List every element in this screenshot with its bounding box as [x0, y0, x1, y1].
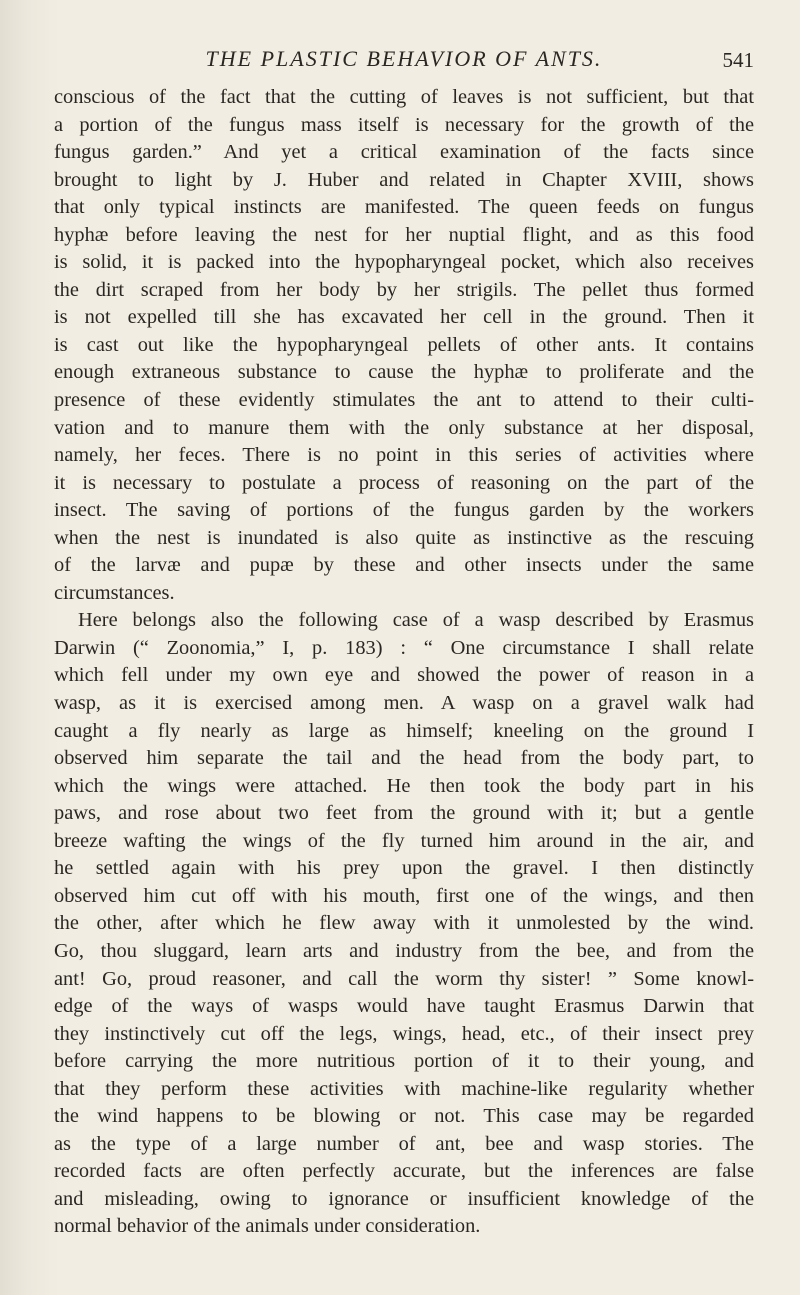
text-line: namely, her feces. There is no point in this series of activities where	[54, 444, 754, 467]
text-line: the other, after which he flew away with it unmolested by the wind.	[54, 912, 754, 935]
text-line: they instinctively cut off the legs, wings, head, etc., of their insect prey	[54, 1022, 754, 1045]
text-line: normal behavior of the animals under consideration.	[54, 1215, 481, 1238]
text-line: and misleading, owing to ignorance or insufficient knowledge of the	[54, 1187, 754, 1210]
text-line: ant! Go, proud reasoner, and call the worm thy sister! ” Some knowl-	[54, 967, 754, 990]
text-line: before carrying the more nutritious portion of it to their young, and	[54, 1050, 754, 1073]
text-line: brought to light by J. Huber and related in Chapter XVIII, shows	[54, 168, 754, 191]
text-line: it is necessary to postulate a process of reasoning on the part of the	[54, 471, 754, 494]
text-line: edge of the ways of wasps would have taught Erasmus Darwin that	[54, 995, 754, 1018]
text-line: is solid, it is packed into the hypopharyngeal pocket, which also receives	[54, 251, 754, 274]
text-line: Here belongs also the following case of a wasp described by Erasmus	[78, 609, 754, 632]
text-line: Darwin (“ Zoonomia,” I, p. 183) : “ One circumstance I shall relate	[54, 636, 754, 659]
text-line: recorded facts are often perfectly accurate, but the inferences are false	[54, 1160, 754, 1183]
text-line: fungus garden.” And yet a critical examination of the facts since	[54, 141, 754, 164]
page-number: 541	[722, 48, 754, 72]
text-line: is cast out like the hypopharyngeal pellets of other ants. It contains	[54, 333, 754, 356]
text-line: when the nest is inundated is also quite as instinctive as the rescuing	[54, 526, 754, 549]
text-line: Go, thou sluggard, learn arts and industry from the bee, and from the	[54, 939, 754, 962]
body-text	[54, 84, 754, 1241]
text-line: that they perform these activities with machine-like regularity whether	[54, 1077, 754, 1100]
running-title: THE PLASTIC BEHAVIOR OF ANTS.	[205, 46, 603, 71]
text-line: circumstances.	[54, 581, 175, 604]
text-line: of the larvæ and pupæ by these and other insects under the same	[54, 554, 754, 577]
text-line: that only typical instincts are manifested. The queen feeds on fungus	[54, 196, 754, 219]
text-line: breeze wafting the wings of the fly turned him around in the air, and	[54, 829, 754, 852]
text-line: he settled again with his prey upon the gravel. I then distinctly	[54, 857, 754, 880]
text-line: is not expelled till she has excavated her cell in the ground. Then it	[54, 306, 754, 329]
text-line: which fell under my own eye and showed the power of reason in a	[54, 664, 754, 687]
text-line: a portion of the fungus mass itself is necessary for the growth of the	[54, 113, 754, 136]
text-line: insect. The saving of portions of the fungus garden by the workers	[54, 499, 754, 522]
text-line: which the wings were attached. He then took the body part in his	[54, 774, 754, 797]
text-line: vation and to manure them with the only substance at her disposal,	[54, 416, 754, 439]
text-line: hyphæ before leaving the nest for her nuptial flight, and as this food	[54, 223, 754, 246]
text-line: presence of these evidently stimulates the ant to attend to their culti-	[54, 389, 754, 412]
text-line: observed him separate the tail and the head from the body part, to	[54, 747, 754, 770]
text-line: wasp, as it is exercised among men. A wasp on a gravel walk had	[54, 692, 754, 715]
text-line: enough extraneous substance to cause the hyphæ to proliferate and the	[54, 361, 754, 384]
text-line: paws, and rose about two feet from the ground with it; but a gentle	[54, 802, 754, 825]
text-line: conscious of the fact that the cutting of leaves is not sufficient, but that	[54, 86, 754, 108]
running-head	[54, 40, 754, 76]
text-line: as the type of a large number of ant, bee and wasp stories. The	[54, 1132, 754, 1155]
text-line: observed him cut off with his mouth, first one of the wings, and then	[54, 884, 754, 907]
text-line: the wind happens to be blowing or not. This case may be regarded	[54, 1105, 754, 1128]
text-line: caught a fly nearly as large as himself; kneeling on the ground I	[54, 719, 754, 742]
text-line: the dirt scraped from her body by her strigils. The pellet thus formed	[54, 278, 754, 301]
